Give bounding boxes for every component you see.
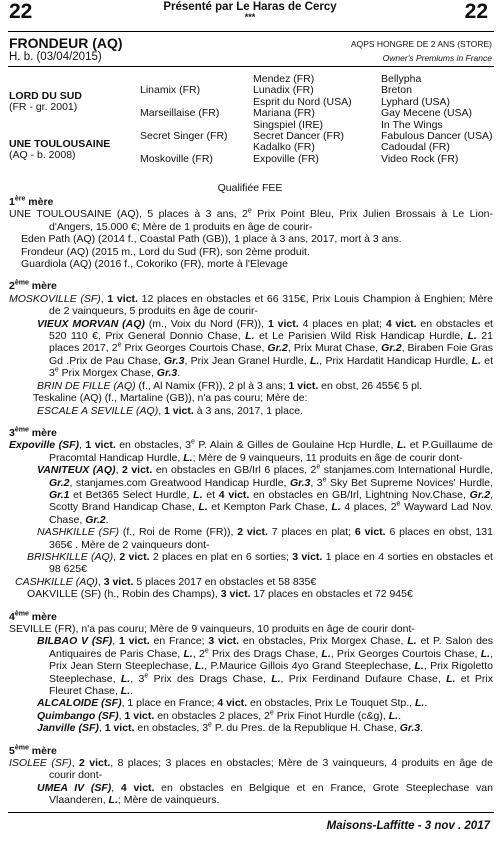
produce-item: VANITEUX (AQ), 2 vict. en obstacles en GB/Irl 6 places, 2e stanjames.com International Hurdle, Gr.2, stanjames.com Greatwood Handicap Hurdle, Gr.3, 3e Sky Bet Supreme Novices' Hurdle, Gr.1 et Bet365 Select Hurdle, L. et 4 vict. en obstacles en GB/Irl, Lightning Nov.Chase, Gr.2, Scotty Brand Handicap Chase, L. et Kempton Park Chase, L. 4 places, 2e Wayward Lad Nov. Chase, Gr.2. [37, 463, 494, 526]
horse-details: H. b. (03/04/2015) [9, 51, 102, 63]
section-heading: 1ère mère [9, 195, 54, 208]
g4-ancestor: Video Rock (FR) [381, 152, 459, 165]
dam-paragraph: MOSKOVILLE (SF), 1 vict. 12 places en obstacles et 66 315€, Prix Louis Champion à Enghien; Mère de 2 vainqueurs, 5 produits en âge de courir- [9, 292, 493, 318]
qualification: Qualifiée FEE [217, 182, 283, 194]
horse-name: FRONDEUR (AQ) [9, 35, 123, 51]
produce-item: OAKVILLE (SF) (h., Robin des Champs), 3 vict. 17 places en obstacles et 72 945€ [27, 588, 413, 601]
g4-ancestor: Cadoudal (FR) [381, 141, 450, 154]
g4-ancestor: Breton [381, 84, 412, 97]
sale-location-date: Maisons-Laffitte - 3 nov . 2017 [326, 820, 490, 832]
produce-item: VIEUX MORVAN (AQ) (m., Voix du Nord (FR)), 1 vict. 4 places en plat; 4 vict. en obstacles et 520 110 €, Prix General Donnio Chase, L. et Le Parisien Wild Risk Handicap Hurdle, L. 21 places 2017, 2e Prix Georges Courtois Chase, Gr.2, Prix Murat Chase, Gr.2, Biraben Foie Gras Gd .Prix de Pau Chase, Gr.3, Prix Jean Granel Hurdle, L., Prix Hardatit Handicap Hurdle, L. et 3e Prix Morgex Chase, Gr.3. [37, 317, 494, 380]
produce-item: Eden Path (AQ) (2014 f., Coastal Path (GB)), 1 place à 3 ans, 2017, mort à 3 ans. [21, 233, 402, 246]
section-heading: 4ème mère [9, 610, 57, 623]
catalogue-body [9, 196, 493, 807]
divider [8, 31, 494, 32]
g4-ancestor: Lyphard (USA) [381, 95, 451, 108]
produce-item: Guardiola (AQ) (2016 f., Cokoriko (FR), morte à l'Elevage [21, 258, 288, 271]
g4-ancestor: Bellypha [381, 73, 422, 85]
divider [8, 66, 494, 67]
produce-item: UMEA IV (SF), 4 vict. en obstacles en Belgique et en France, Grote Steeplechase van Vlaanderen, L.; Mère de vainqueurs. [37, 781, 493, 807]
g3-ancestor: Singspiel (IRE) [253, 118, 324, 131]
granddam: Moskoville (FR) [140, 153, 213, 165]
g3-ancestor: Mendez (FR) [253, 73, 315, 85]
g4-ancestor: In The Wings [381, 118, 443, 131]
produce-item: CASHKILLE (AQ), 3 vict. 5 places 2017 en obstacles et 58 835€ [15, 575, 317, 588]
g3-ancestor: Expoville (FR) [253, 152, 319, 165]
dam-paragraph: Expoville (SF), 1 vict. en obstacles, 3e P. Alain & Gilles de Goulaine Hcp Hurdle, L. et P.Guillaume de Pracomtal Handicap Hurdle, L.; Mère de 9 vainqueurs, 11 produits en âge de courir dont- [9, 438, 493, 464]
dam-detail: (AQ - b. 2008) [9, 149, 76, 161]
produce-item: Janville (SF), 1 vict. en obstacles, 3e P. du Pres. de la Republique H. Chase, Gr.3. [37, 721, 424, 735]
section-heading: 5ème mère [9, 744, 57, 757]
lot-number-right: 22 [464, 0, 488, 23]
grandsire: Secret Singer (FR) [140, 130, 228, 142]
g3-ancestor: Secret Dancer (FR) [253, 130, 345, 142]
produce-item: BILBAO V (SF), 1 vict. en France; 3 vict. en obstacles, Prix Morgex Chase, L. et P. Salon des Antiquaires de Paris Chase, L., 2e Prix des Drags Chase, L., Prix Georges Courtois Chase, L., Prix Jean Stern Steeplechase, L., P.Maurice Gillois 4yo Grand Steeplechase, L., Prix Rigoletto Steeplechase, L., 3e Prix des Drags Chase, L., Prix Ferdinand Dufaure Chase, L. et Prix Fleuret Chase, L.. [37, 635, 493, 698]
g3-ancestor: Kadalko (FR) [253, 141, 315, 154]
pedigree-table [0, 74, 500, 174]
dam-paragraph: ISOLEE (SF), 2 vict., 8 places; 3 places en obstacles; Mère de 3 vainqueurs, 4 produits en âge de courir dont- [9, 757, 493, 782]
section-heading: 3ème mère [9, 426, 57, 439]
produce-item: Frondeur (AQ) (2015 m., Lord du Sud (FR), son 2ème produit. [21, 245, 310, 258]
section-heading: 2ème mère [9, 279, 57, 293]
g4-ancestor: Fabulous Dancer (USA) [381, 130, 493, 142]
sire-detail: (FR - gr. 2001) [9, 101, 78, 113]
g3-ancestor: Esprit du Nord (USA) [253, 95, 352, 108]
produce-item: BRIN DE FILLE (AQ) (f., Al Namix (FR)), 2 pl à 3 ans; 1 vict. en obst, 26 455€ 5 pl. [37, 379, 423, 392]
lot-number-left: 22 [9, 0, 33, 23]
owner-premium: Owner's Premiums in France [382, 53, 492, 63]
race-class: AQPS HONGRE DE 2 ANS (STORE) [350, 39, 492, 49]
grandsire: Linamix (FR) [140, 84, 201, 96]
dam-name: UNE TOULOUSAINE [9, 138, 111, 150]
presenter: Présenté par Le Haras de Cercy [163, 1, 337, 13]
dam-paragraph: UNE TOULOUSAINE (AQ), 5 places à 3 ans, 2e Prix Point Bleu, Prix Julien Brossais à Le Lion-d'Angers, 15.000 €; Mère de 1 produits en âge de courir- [9, 207, 493, 233]
divider [8, 812, 494, 813]
g3-ancestor: Mariana (FR) [253, 107, 315, 120]
sire-name: LORD DU SUD [9, 90, 82, 102]
produce-item: ALCALOIDE (SF), 1 place en France; 4 vict. en obstacles, Prix Le Touquet Stp., L.. [37, 697, 428, 710]
g3-ancestor: Lunadix (FR) [253, 84, 314, 97]
produce-item: Teskaline (AQ) (f., Martaline (GB)), n'a pas couru; Mère de: [33, 392, 308, 405]
stars: *** [244, 12, 256, 22]
page-header [0, 0, 500, 28]
produce-item: Quimbango (SF), 1 vict. en obstacles 2 places, 2e Prix Finot Hurdle (c&g), L.. [37, 709, 401, 722]
produce-item: ESCALE A SEVILLE (AQ), 1 vict. à 3 ans, 2017, 1 place. [37, 404, 303, 417]
dam-paragraph: SEVILLE (FR), n'a pas couru; Mère de 9 vainqueurs, 10 produits en âge de courir dont- [9, 623, 415, 635]
produce-item: NASHKILLE (SF) (f., Roi de Rome (FR)), 2 vict. 7 places en plat; 6 vict. 6 places en obst, 131 365€ . Mère de 2 vainqueurs dont- [37, 526, 493, 551]
granddam: Marseillaise (FR) [140, 107, 220, 119]
g4-ancestor: Gay Mecene (USA) [381, 107, 473, 120]
produce-item: BRISHKILLE (AQ), 2 vict. 2 places en plat en 6 sorties; 3 vict. 1 place en 4 sorties en obstacles et 98 625€ [27, 550, 493, 576]
